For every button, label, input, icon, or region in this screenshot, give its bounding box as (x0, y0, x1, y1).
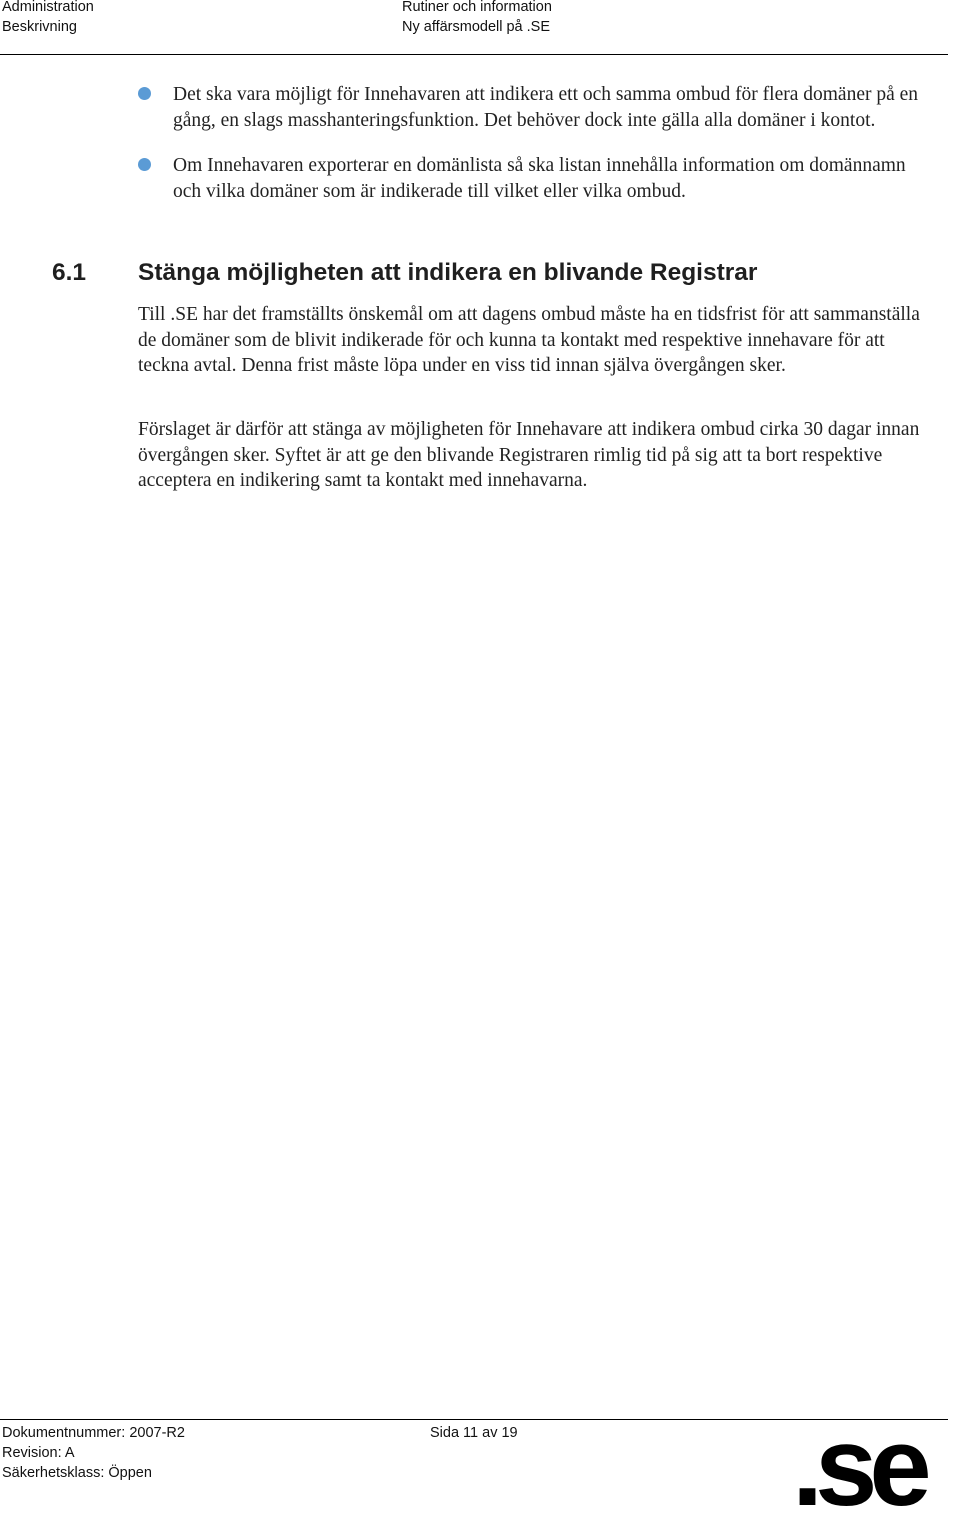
footer-meta (2, 1423, 185, 1483)
body-paragraph: Förslaget är därför att stänga av möjligheten för Innehavare att indikera ombud cirka 30 dagar innan övergången sker. Syftet är att ge den blivande Registraren rimlig tid på sig att ta bort respektive acceptera en indikering samt ta kontakt med innehavarna. (138, 419, 920, 492)
header-doc-title: Ny affärsmodell på .SE (402, 19, 551, 35)
bullet-list (138, 82, 928, 225)
header-left (2, 0, 94, 37)
header-doc-type: Beskrivning (2, 19, 77, 35)
bullet-text: Om Innehavaren exporterar en domänlista så ska listan innehålla information om domännamn och vilka domäner som är indikerade till vilket eller vilka ombud. (173, 155, 906, 203)
document-number: Dokumentnummer: 2007-R2 (2, 1425, 185, 1441)
revision: Revision: A (2, 1445, 75, 1461)
bullet-dot-icon (138, 87, 151, 100)
section-title: Stänga möjligheten att indikera en blivande Registrar (138, 259, 758, 286)
page-number: Sida 11 av 19 (430, 1425, 518, 1441)
bullet-item (138, 153, 928, 204)
section-number: 6.1 (52, 259, 87, 286)
security-class: Säkerhetsklass: Öppen (2, 1465, 152, 1481)
section-heading (52, 258, 757, 288)
bullet-text: Det ska vara möjligt för Innehavaren att indikera ett och samma ombud för flera domäner på en gång, en slags masshanteringsfunktion. Det behöver dock inte gälla alla domäner i kontot. (173, 84, 919, 131)
se-logo: .se (792, 1404, 924, 1529)
bullet-dot-icon (138, 158, 151, 171)
page-header (0, 0, 948, 55)
header-category: Administration (2, 0, 94, 15)
header-series: Rutiner och information (402, 0, 552, 15)
bullet-item (138, 82, 928, 133)
body-paragraph: Till .SE har det framställts önskemål om att dagens ombud måste ha en tidsfrist för att sammanställa de domäner som de blivit indikerade för och kunna ta kontakt med respektive innehavare för att teckna avtal. Denna frist måste löpa under en viss tid innan själva övergången sker. (138, 304, 920, 377)
header-right (402, 0, 552, 37)
